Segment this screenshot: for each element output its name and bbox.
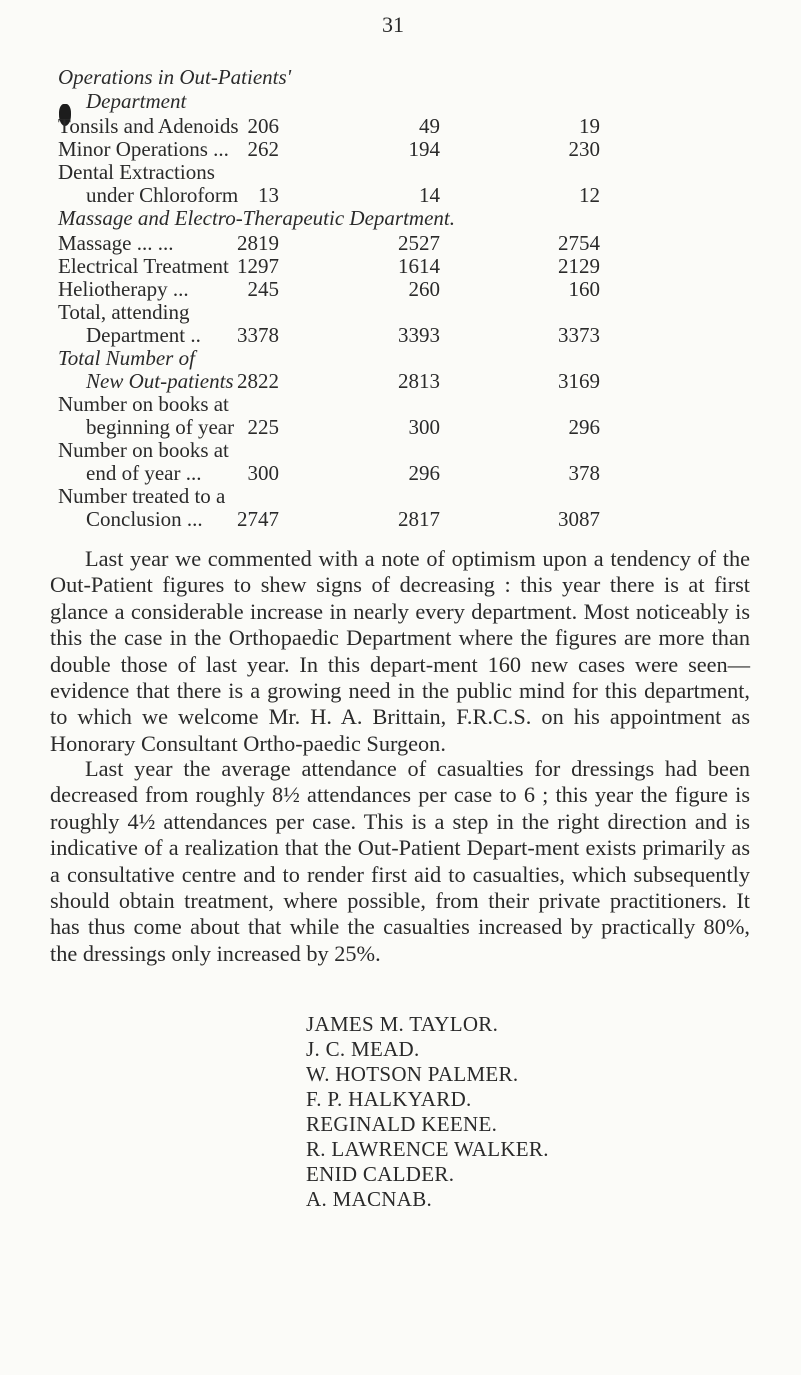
cell-value: 300	[408, 415, 440, 439]
signatory: REGINALD KEENE.	[306, 1112, 498, 1136]
signatory: ENID CALDER.	[306, 1162, 455, 1186]
row-label: Tonsils and Adenoids	[58, 114, 239, 138]
signatory: R. LAWRENCE WALKER.	[306, 1137, 549, 1161]
row-label: Number on books at	[58, 438, 229, 462]
cell-value: 3378	[237, 323, 279, 347]
cell-value: 19	[579, 114, 600, 138]
cell-value: 296	[568, 415, 600, 439]
row-label: Total Number of	[58, 346, 195, 370]
row-label: New Out-patients	[86, 369, 234, 393]
row-label: Number on books at	[58, 392, 229, 416]
cell-value: 296	[408, 461, 440, 485]
row-label: end of year ...	[86, 461, 202, 485]
cell-value: 160	[568, 277, 600, 301]
section-heading: Operations in Out-Patients'	[58, 65, 292, 89]
row-label: under Chloroform	[86, 183, 239, 207]
cell-value: 1614	[398, 254, 440, 278]
cell-value: 49	[419, 114, 440, 138]
row-label: Minor Operations ...	[58, 137, 229, 161]
row-label: Department ..	[86, 323, 201, 347]
cell-value: 13	[258, 183, 279, 207]
cell-value: 3087	[558, 507, 600, 531]
row-label: Dental Extractions	[58, 160, 215, 184]
signatory: JAMES M. TAYLOR.	[306, 1012, 499, 1036]
cell-value: 2817	[398, 507, 440, 531]
signatory: F. P. HALKYARD.	[306, 1087, 472, 1111]
cell-value: 12	[579, 183, 600, 207]
cell-value: 194	[408, 137, 440, 161]
cell-value: 245	[247, 277, 279, 301]
cell-value: 2813	[398, 369, 440, 393]
cell-value: 2819	[237, 231, 279, 255]
cell-value: 225	[247, 415, 279, 439]
paragraph: Last year we commented with a note of optimism upon a tendency of the Out-Patient figures to shew signs of decreasing : this year there is at first glance a considerable increase in nearly every department. Most noticeably is this the case in the Orthopaedic Department where the figures are more than double those of last year. In this depart-ment 160 new cases were seen—evidence that there is a growing need in the public mind for this department, to which we welcome Mr. H. A. Brittain, F.R.C.S. on his appointment as Honorary Consultant Ortho-paedic Surgeon.	[50, 546, 750, 756]
signatory: A. MACNAB.	[306, 1187, 433, 1211]
paragraph: Last year the average attendance of casualties for dressings had been decreased from roughly 8½ attendances per case to 6 ; this year the figure is roughly 4½ attendances per case. This is a step in the right direction and is indicative of a realization that the Out-Patient Depart-ment exists primarily as a consultative centre and to render first aid to casualties, which subsequently should obtain treatment, where possible, from their private practitioners. It has thus come about that while the casualties increased by practically 80%, the dressings only increased by 25%.	[50, 756, 750, 966]
row-label: Massage ... ...	[58, 231, 174, 255]
cell-value: 2754	[558, 231, 600, 255]
cell-value: 3169	[558, 369, 600, 393]
cell-value: 1297	[237, 254, 279, 278]
cell-value: 262	[247, 137, 279, 161]
cell-value: 206	[247, 114, 279, 138]
signatory: J. C. MEAD.	[306, 1037, 420, 1061]
signatory: W. HOTSON PALMER.	[306, 1062, 519, 1086]
cell-value: 3373	[558, 323, 600, 347]
section-heading-continued: Department	[86, 89, 187, 113]
cell-value: 2129	[558, 254, 600, 278]
row-label: Heliotherapy ...	[58, 277, 189, 301]
cell-value: 2822	[237, 369, 279, 393]
row-label: beginning of year	[86, 415, 235, 439]
row-label: Number treated to a	[58, 484, 226, 508]
cell-value: 14	[419, 183, 440, 207]
cell-value: 378	[568, 461, 600, 485]
cell-value: 300	[247, 461, 279, 485]
cell-value: 2527	[398, 231, 440, 255]
cell-value: 2747	[237, 507, 279, 531]
page-number: 31	[382, 12, 404, 37]
cell-value: 260	[408, 277, 440, 301]
row-label: Total, attending	[58, 300, 190, 324]
cell-value: 230	[568, 137, 600, 161]
section-heading: Massage and Electro-Therapeutic Department.	[58, 206, 455, 230]
row-label: Conclusion ...	[86, 507, 203, 531]
row-label: Electrical Treatment	[58, 254, 229, 278]
cell-value: 3393	[398, 323, 440, 347]
